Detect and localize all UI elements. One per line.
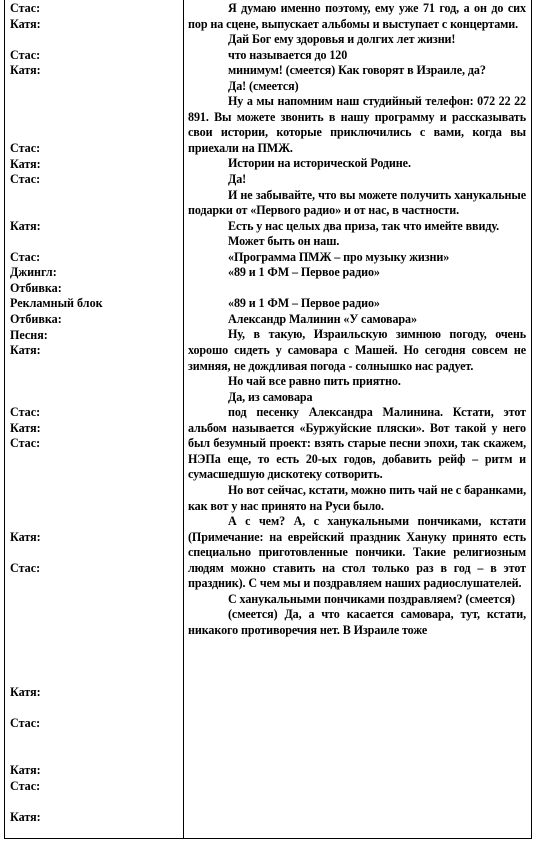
speaker-label: Стас: [10,716,41,731]
speaker-label: Катя: [10,343,41,358]
dialogue-line: А с чем? А, с ханукальными пончиками, кстати (Примечание: на еврейский праздник Хануку принято есть специально приготовленные пончики. Такие религиозным людям можно ставить на стол только раз в год – в этот праздник). С чем мы и поздравляем наших радиослушателей. [188,514,526,591]
dialogue-line: Да! (смеется) [228,78,299,93]
dialogue-line [188,281,526,297]
speaker-label: Стас: [10,405,41,420]
dialogue-line: «89 и 1 ФМ – Первое радио» [228,265,380,280]
dialogue-line: Да! [228,172,247,187]
dialogue-line: под песенку Александра Малинина. Кстати, этот альбом называется «Буржуйские пляски». Вот такой у него был безумный проект: взять старые песни эпохи, так скажем, НЭПа еще, то есть 20-ых годов, добавить рейф – ритм и сумасшедшую дискотеку сотворить. [188,405,526,482]
speaker-label: Катя: [10,685,41,700]
dialogue-line: (смеется) Да, а что касается самовара, тут, кстати, никакого противоречия нет. В Израиле тоже [188,607,526,637]
speaker-label: Стас: [10,172,41,187]
speaker-label: Катя: [10,762,41,777]
dialogue-line: Но вот сейчас, кстати, можно пить чай не с баранками, как вот у нас принято на Руси было. [188,482,526,513]
dialogue-line: «89 и 1 ФМ – Первое радио» [228,296,380,311]
dialogue-line: Я думаю именно поэтому, ему уже 71 год, а он до сих пор на сцене, выпускает альбомы и выступает с концертами. [188,1,526,31]
speaker-label: Рекламный блок [10,296,103,311]
dialogue-line: Да, из самовара [228,389,313,404]
speaker-label: Отбивка: [10,280,62,295]
dialogue-line: что называется до 120 [228,47,348,62]
speaker-label: Стас: [10,436,41,451]
speaker-label: Стас: [10,1,41,15]
speaker-label: Стас: [10,47,41,62]
speaker-label: Джингл: [10,265,57,280]
dialogue-line: Ну, в такую, Израильскую зимнюю погоду, очень хорошо сидеть у самовара с Машей. Но сегодня совсем не зимняя, не дождливая погода - солнышко нас радует. [188,327,526,373]
dialogue-line: Ну а мы напомним наш студийный телефон: 072 22 22 891. Вы можете звонить в нашу программу и рассказывать свои истории, которые приключились с вами, когда вы приехали на ПМЖ. [188,94,526,155]
speaker-label: Стас: [10,778,41,793]
dialogue-line: И не забывайте, что вы можете получить ханукальные подарки от «Первого радио» и от нас, в частности. [188,187,526,218]
dialogue-line: Александр Малинин «У самовара» [228,311,417,326]
dialogue-column [188,1,526,638]
speaker-label: Катя: [10,156,41,171]
speaker-label: Катя: [10,63,41,78]
speaker-label: Песня: [10,327,48,342]
dialogue-line: Может быть он наш. [228,234,340,249]
speaker-label: Отбивка: [10,312,62,326]
dialogue-line: Но чай все равно пить приятно. [228,374,401,389]
dialogue-line: Истории на исторической Родине. [228,156,411,171]
dialogue-line: «Программа ПМЖ – про музыку жизни» [228,249,450,264]
speaker-label: Катя: [10,16,41,31]
dialogue-line: минимум! (смеется) Как говорят в Израиле, да? [228,63,486,78]
speaker-label: Катя: [10,529,41,544]
speaker-label: Стас: [10,249,41,264]
dialogue-line: С ханукальными пончиками поздравляем? (смеется) [228,591,515,606]
speaker-label: Катя: [10,420,41,435]
speaker-label: Стас: [10,140,41,155]
dialogue-line: Дай Бог ему здоровья и долгих лет жизни! [228,32,456,47]
speaker-label: Катя: [10,218,41,233]
dialogue-line: Есть у нас целых два приза, так что имейте ввиду. [228,218,500,233]
speaker-label: Катя: [10,809,41,824]
speaker-label: Стас: [10,560,41,575]
column-divider [183,0,184,839]
